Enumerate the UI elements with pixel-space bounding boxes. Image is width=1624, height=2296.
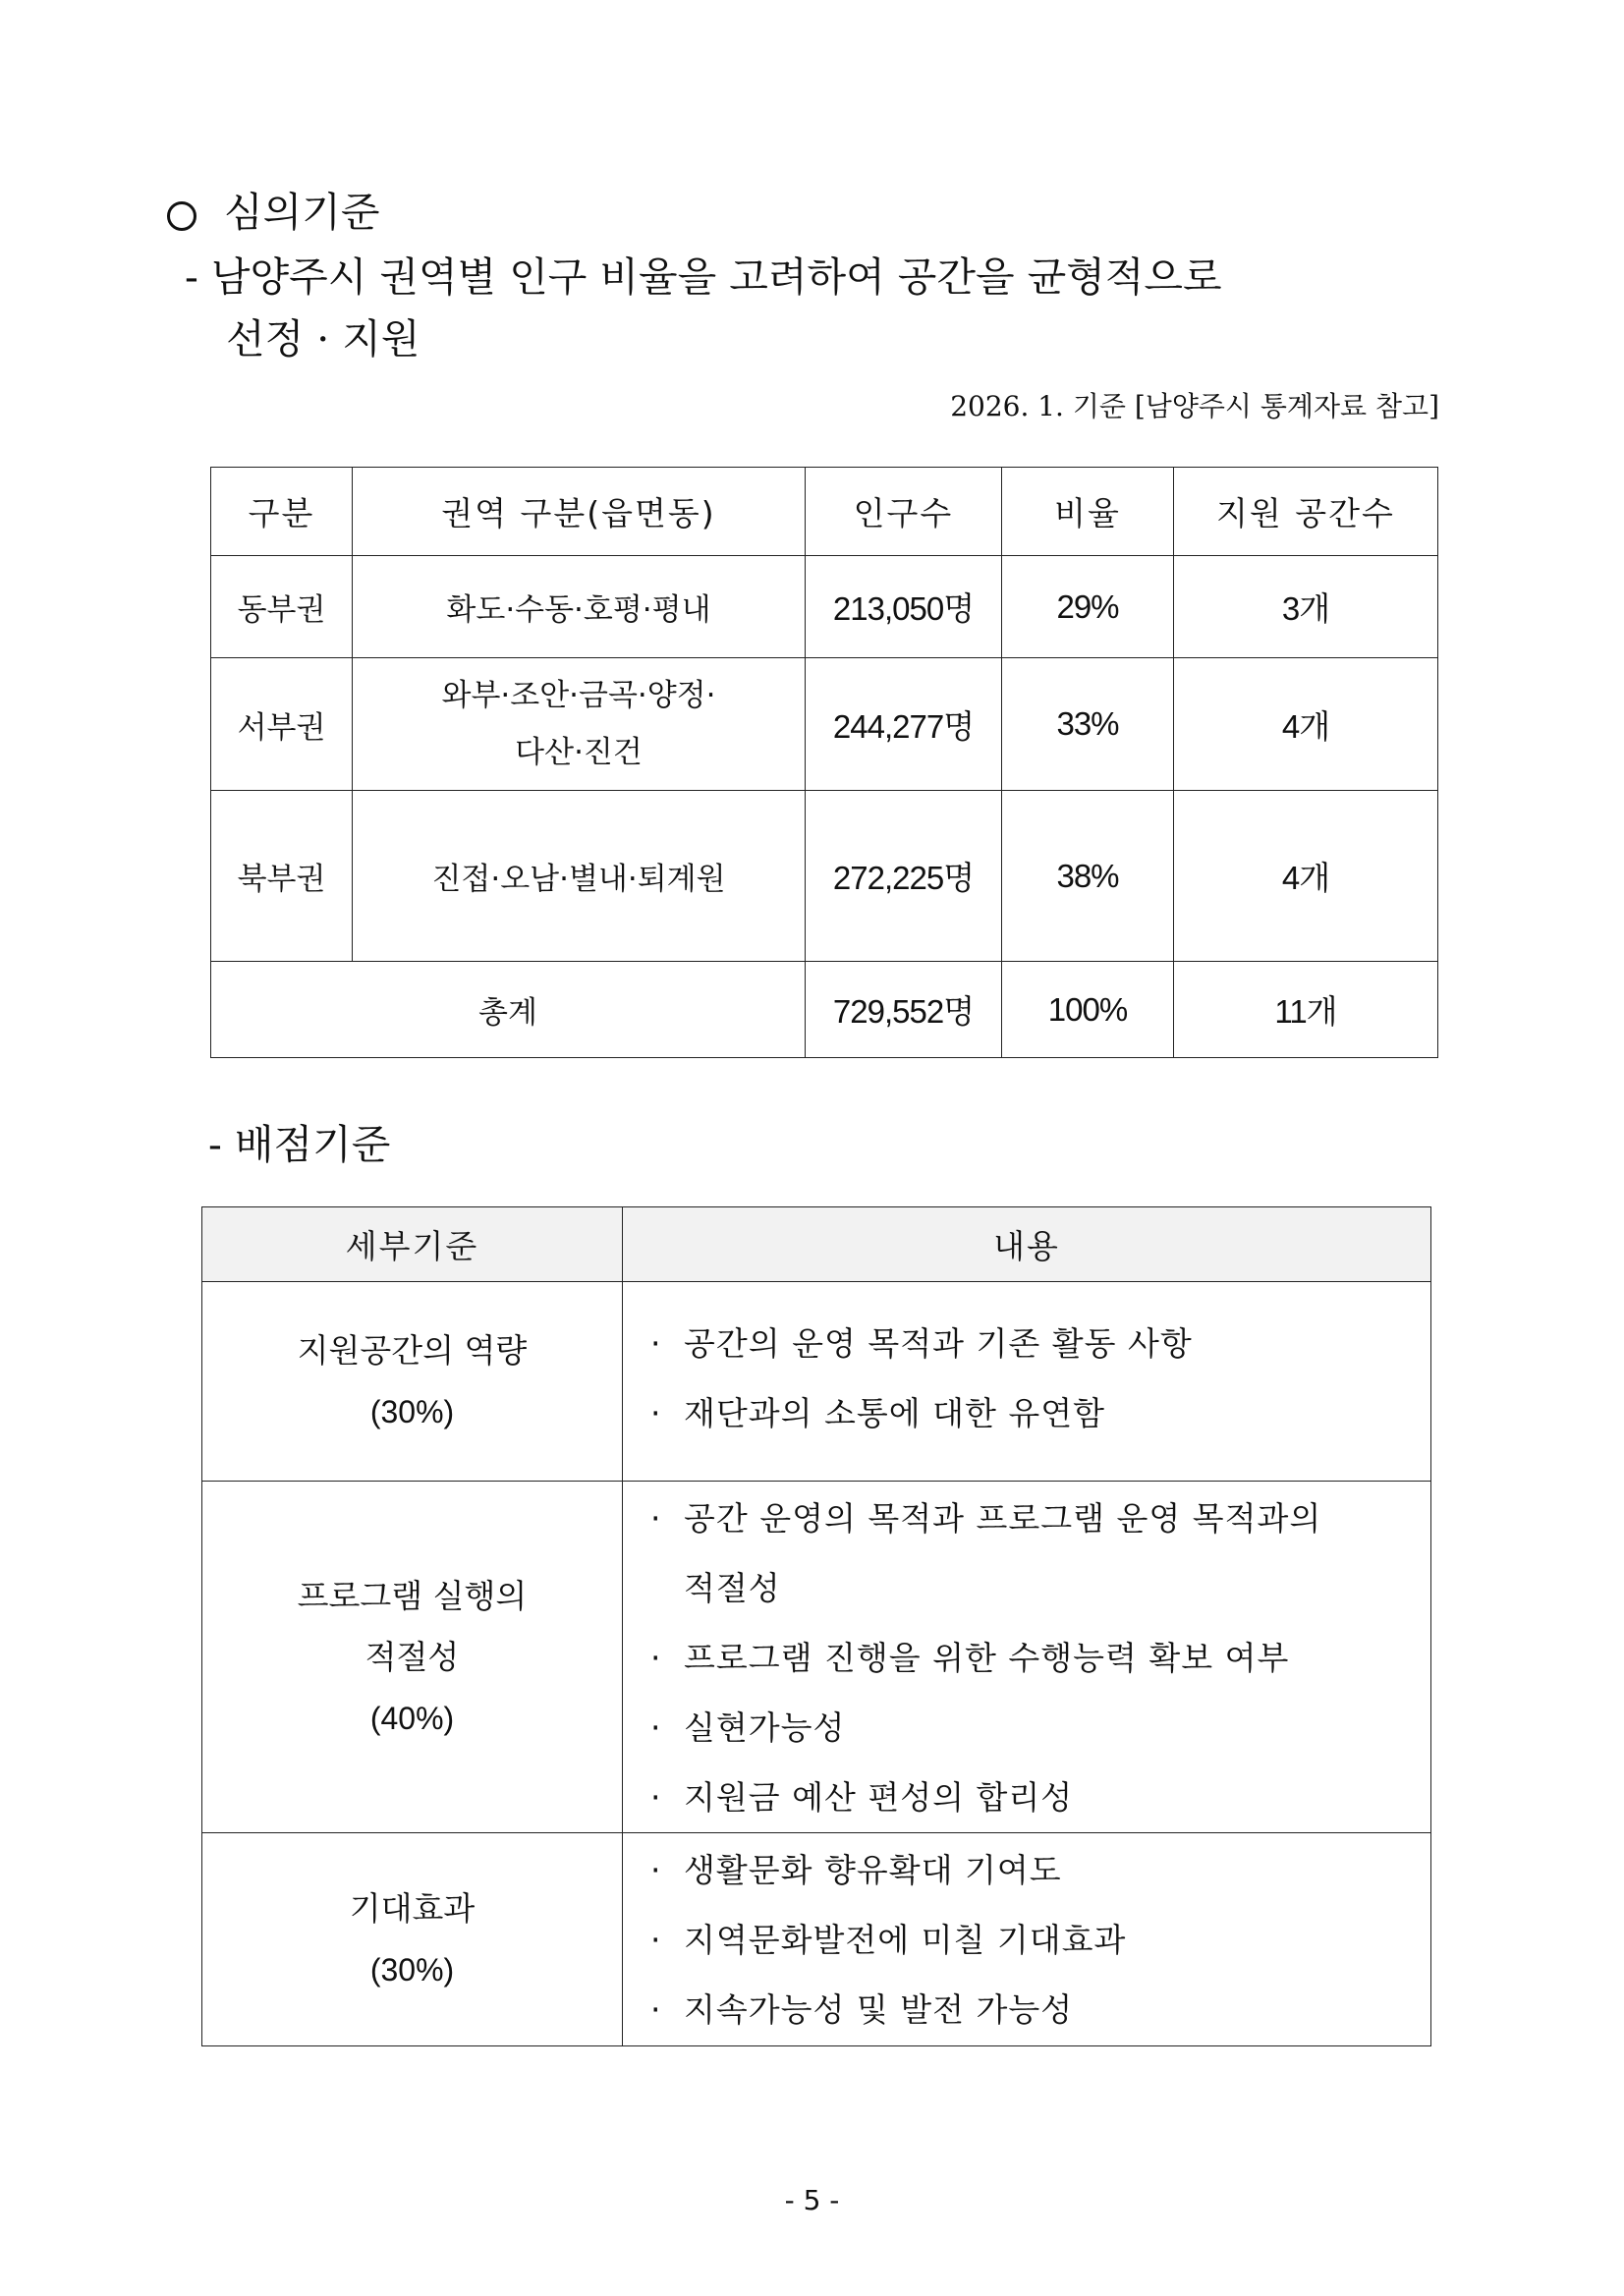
region-areas: 진접·오남·별내·퇴계원 bbox=[353, 791, 806, 962]
spaces-value: 4개 bbox=[1174, 658, 1438, 791]
criterion-weight: (40%) bbox=[369, 1700, 455, 1736]
table-total-row bbox=[211, 962, 1438, 1058]
list-item: · 프로그램 진행을 위한 수행능력 확보 여부 bbox=[650, 1639, 1290, 1677]
criterion-cell bbox=[202, 1282, 623, 1482]
criterion-title-cont: 적절성 bbox=[364, 1637, 460, 1676]
description-line-1: - 남양주시 권역별 인구 비율을 고려하여 공간을 균형적으로 bbox=[185, 253, 1222, 301]
list-item: · 지속가능성 및 발전 가능성 bbox=[650, 1990, 1074, 2029]
header-spaces: 지원 공간수 bbox=[1174, 468, 1438, 556]
header-criterion: 세부기준 bbox=[202, 1207, 623, 1282]
list-item: · 지역문화발전에 미칠 기대효과 bbox=[650, 1921, 1127, 1959]
hollow-circle-bullet-icon bbox=[167, 201, 196, 231]
header-area: 권역 구분(읍면동) bbox=[353, 468, 806, 556]
region-areas-line-1: 와부·조안·금곡·양정· bbox=[441, 678, 716, 713]
population-value: 272,225명 bbox=[806, 791, 1002, 962]
list-item: · 공간의 운영 목적과 기존 활동 사항 bbox=[650, 1324, 1193, 1363]
header-content: 내용 bbox=[623, 1207, 1431, 1282]
list-item: · 지원금 예산 편성의 합리성 bbox=[650, 1778, 1074, 1817]
list-item-text: 지역문화발전에 미칠 기대효과 bbox=[684, 1921, 1127, 1959]
table-row bbox=[211, 556, 1438, 658]
content-cell bbox=[623, 1282, 1431, 1482]
region-name: 서부권 bbox=[211, 658, 353, 791]
list-item-text: 실현가능성 bbox=[684, 1708, 846, 1747]
region-areas bbox=[353, 658, 806, 791]
section-heading: 심의기준 bbox=[224, 189, 380, 236]
ratio-value: 33% bbox=[1002, 658, 1174, 791]
criterion-title: 기대효과 bbox=[349, 1889, 476, 1928]
list-item-text: 공간 운영의 목적과 프로그램 운영 목적과의 bbox=[684, 1499, 1322, 1538]
table-row bbox=[202, 1482, 1431, 1833]
description-line-2: 선정 · 지원 bbox=[226, 315, 420, 363]
list-item-text: 생활문화 향유확대 기여도 bbox=[684, 1851, 1062, 1889]
table-header-row bbox=[202, 1207, 1431, 1282]
list-item-text: 재단과의 소통에 대한 유연함 bbox=[684, 1394, 1106, 1432]
list-item: · 공간 운영의 목적과 프로그램 운영 목적과의 bbox=[650, 1499, 1322, 1538]
table-row bbox=[211, 658, 1438, 791]
list-item: · 재단과의 소통에 대한 유연함 bbox=[650, 1394, 1106, 1432]
total-ratio: 100% bbox=[1002, 962, 1174, 1058]
region-name: 동부권 bbox=[211, 556, 353, 658]
criterion-weight: (30%) bbox=[369, 1952, 455, 1988]
list-item: · 실현가능성 bbox=[650, 1708, 846, 1747]
scoring-criteria-table bbox=[201, 1206, 1431, 2046]
criterion-cell bbox=[202, 1482, 623, 1833]
header-population: 인구수 bbox=[806, 468, 1002, 556]
list-item-continuation: 적절성 bbox=[684, 1569, 781, 1607]
criterion-title: 프로그램 실행의 bbox=[297, 1576, 528, 1615]
table-header-row bbox=[211, 468, 1438, 556]
header-division: 구분 bbox=[211, 468, 353, 556]
criterion-weight: (30%) bbox=[369, 1394, 455, 1429]
ratio-value: 29% bbox=[1002, 556, 1174, 658]
population-value: 213,050명 bbox=[806, 556, 1002, 658]
criterion-cell bbox=[202, 1833, 623, 2046]
criterion-title: 지원공간의 역량 bbox=[297, 1331, 528, 1370]
table-row bbox=[202, 1833, 1431, 2046]
list-item-text: 지속가능성 및 발전 가능성 bbox=[684, 1990, 1074, 2029]
total-spaces: 11개 bbox=[1174, 962, 1438, 1058]
list-item: · 생활문화 향유확대 기여도 bbox=[650, 1851, 1062, 1889]
total-population: 729,552명 bbox=[806, 962, 1002, 1058]
spaces-value: 4개 bbox=[1174, 791, 1438, 962]
table-row bbox=[202, 1282, 1431, 1482]
scoring-heading: - 배점기준 bbox=[208, 1121, 391, 1168]
region-areas-line-2: 다산·진건 bbox=[515, 735, 643, 770]
list-item-text: 공간의 운영 목적과 기존 활동 사항 bbox=[684, 1324, 1193, 1363]
table-row bbox=[211, 791, 1438, 962]
content-cell bbox=[623, 1482, 1431, 1833]
content-cell bbox=[623, 1833, 1431, 2046]
total-label: 총계 bbox=[211, 962, 806, 1058]
spaces-value: 3개 bbox=[1174, 556, 1438, 658]
region-areas: 화도·수동·호평·평내 bbox=[353, 556, 806, 658]
region-population-table bbox=[210, 467, 1438, 1058]
ratio-value: 38% bbox=[1002, 791, 1174, 962]
header-ratio: 비율 bbox=[1002, 468, 1174, 556]
source-note: 2026. 1. 기준 [남양주시 통계자료 참고] bbox=[950, 390, 1439, 422]
population-value: 244,277명 bbox=[806, 658, 1002, 791]
region-name: 북부권 bbox=[211, 791, 353, 962]
list-item-text: 지원금 예산 편성의 합리성 bbox=[684, 1778, 1074, 1817]
list-item-text: 프로그램 진행을 위한 수행능력 확보 여부 bbox=[684, 1639, 1290, 1677]
page-number: - 5 - bbox=[784, 2184, 840, 2216]
